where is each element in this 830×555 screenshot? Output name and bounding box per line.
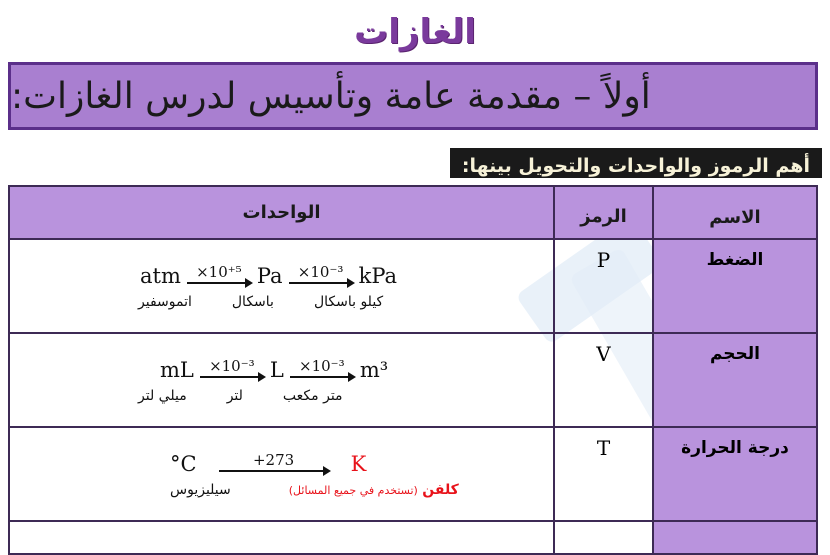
row-units — [9, 239, 554, 333]
unit-name: سيليزيوس — [170, 482, 231, 498]
unit-names — [20, 294, 543, 310]
row-name: درجة الحرارة — [653, 427, 817, 521]
conversion-arrow — [187, 264, 251, 284]
header-name: الاسم — [653, 186, 817, 239]
conversion-arrow — [289, 264, 353, 284]
arrow-shaft — [200, 376, 264, 378]
unit: m³ — [359, 358, 389, 382]
table-row — [9, 333, 817, 427]
arrow-shaft — [289, 282, 353, 284]
unit-name-kelvin-group — [289, 482, 459, 498]
unit: atm — [140, 264, 181, 288]
row-symbol: T — [554, 427, 653, 521]
row-symbol: V — [554, 333, 653, 427]
unit-name: متر مكعب — [282, 388, 343, 404]
table-row — [9, 427, 817, 521]
factor: ×10⁻³ — [297, 263, 344, 281]
conversion-equation — [20, 434, 543, 476]
unit-name: باسكال — [231, 294, 274, 310]
units-table — [8, 185, 818, 555]
factor: +273 — [252, 451, 295, 469]
factor: ×10⁻³ — [299, 357, 345, 375]
table-row-partial — [9, 521, 817, 554]
conversion-arrow — [200, 358, 264, 378]
section-banner-text: أولاً – مقدمة عامة وتأسيس لدرس الغازات: — [11, 75, 651, 117]
row-name: الحجم — [653, 333, 817, 427]
unit-name: ميلي لتر — [138, 388, 187, 404]
conversion-arrow — [290, 358, 354, 378]
subheading: أهم الرموز والواحدات والتحويل بينها: — [450, 148, 822, 178]
unit-name: لتر — [226, 388, 243, 404]
unit-kelvin: K — [350, 452, 367, 476]
row-units — [9, 427, 554, 521]
arrow-shaft — [219, 470, 329, 472]
unit-name: كلفن — [422, 482, 459, 498]
conversion-arrow — [219, 452, 329, 472]
conversion-equation — [20, 246, 543, 288]
factor: ×10⁻³ — [209, 357, 255, 375]
page-title: الغازات — [354, 12, 476, 52]
unit: kPa — [358, 264, 398, 288]
unit-names — [20, 388, 543, 404]
unit-name: اتموسفير — [138, 294, 192, 310]
row-units — [9, 333, 554, 427]
conversion-equation — [20, 340, 543, 382]
arrow-shaft — [290, 376, 354, 378]
section-banner — [8, 62, 818, 130]
row-units-partial — [9, 521, 554, 554]
subheading-wrap — [450, 148, 822, 178]
arrow-shaft — [187, 282, 251, 284]
unit: °C — [170, 452, 197, 476]
row-name: الضغط — [653, 239, 817, 333]
row-symbol-partial — [554, 521, 653, 554]
table-header-row — [9, 186, 817, 239]
unit: mL — [160, 358, 194, 382]
row-name-partial — [653, 521, 817, 554]
unit: L — [269, 358, 284, 382]
factor: ×10⁺⁵ — [196, 263, 242, 281]
unit-names — [20, 482, 543, 498]
header-units: الواحدات — [9, 186, 554, 239]
unit-name: كيلو باسكال — [313, 294, 384, 310]
usage-note: (تستخدم في جميع المسائل) — [288, 484, 418, 497]
header-symbol: الرمز — [554, 186, 653, 239]
table-row — [9, 239, 817, 333]
unit: Pa — [256, 264, 283, 288]
row-symbol: P — [554, 239, 653, 333]
